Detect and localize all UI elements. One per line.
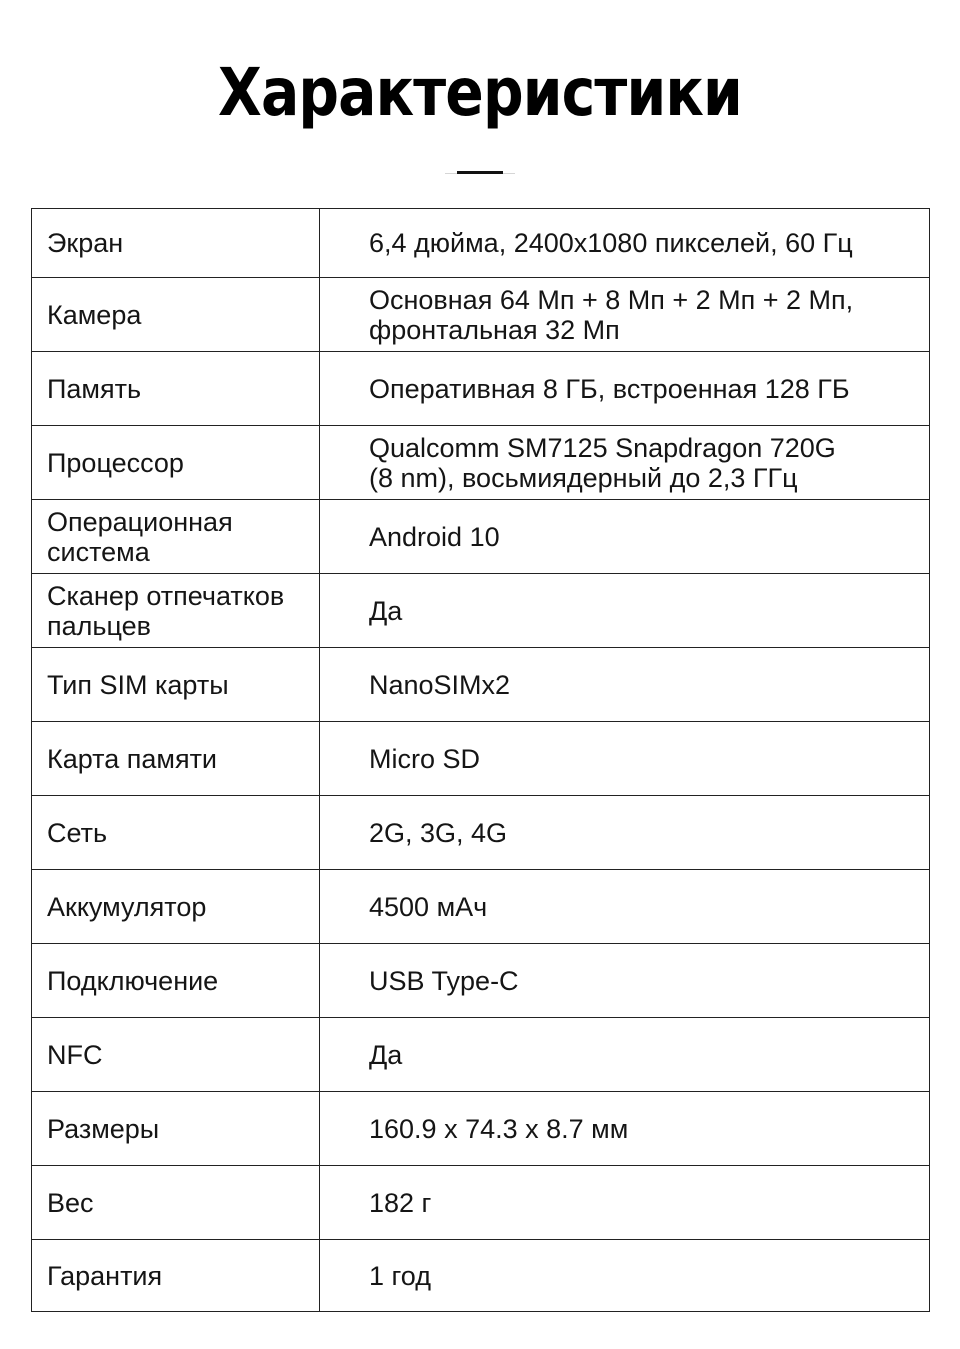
spec-label: Сканер отпечатков пальцев [32,574,320,648]
spec-row [32,944,930,1018]
spec-value: Основная 64 Мп + 8 Мп + 2 Мп + 2 Мп, фронтальная 32 Мп [320,278,930,352]
spec-row [32,1240,930,1312]
spec-value: 160.9 x 74.3 x 8.7 мм [320,1092,930,1166]
spec-row [32,722,930,796]
spec-value: 6,4 дюйма, 2400x1080 пикселей, 60 Гц [320,209,930,278]
spec-value: 2G, 3G, 4G [320,796,930,870]
spec-row [32,426,930,500]
spec-label: Сеть [32,796,320,870]
spec-row [32,1092,930,1166]
spec-row [32,574,930,648]
spec-value: 4500 мАч [320,870,930,944]
spec-row [32,796,930,870]
spec-label: Операционная система [32,500,320,574]
spec-row [32,648,930,722]
spec-value: Да [320,1018,930,1092]
spec-label: Подключение [32,944,320,1018]
spec-value: Micro SD [320,722,930,796]
spec-row [32,500,930,574]
spec-label: Вес [32,1166,320,1240]
spec-row [32,278,930,352]
title-divider-accent [457,171,503,174]
spec-value: Да [320,574,930,648]
spec-label: Процессор [32,426,320,500]
specs-table [31,208,930,1312]
spec-label: NFC [32,1018,320,1092]
spec-row [32,1018,930,1092]
spec-value: Qualcomm SM7125 Snapdragon 720G (8 nm), восьмиядерный до 2,3 ГГц [320,426,930,500]
spec-label: Камера [32,278,320,352]
spec-value: NanoSIMx2 [320,648,930,722]
spec-row [32,209,930,278]
spec-label: Экран [32,209,320,278]
spec-row [32,1166,930,1240]
spec-value: Android 10 [320,500,930,574]
spec-value: 182 г [320,1166,930,1240]
spec-label: Память [32,352,320,426]
spec-value: 1 год [320,1240,930,1312]
spec-value: USB Type-C [320,944,930,1018]
spec-row [32,870,930,944]
spec-label: Гарантия [32,1240,320,1312]
spec-label: Аккумулятор [32,870,320,944]
spec-row [32,352,930,426]
page-title: Характеристики [218,54,742,131]
spec-label: Размеры [32,1092,320,1166]
spec-label: Тип SIM карты [32,648,320,722]
spec-value: Оперативная 8 ГБ, встроенная 128 ГБ [320,352,930,426]
spec-label: Карта памяти [32,722,320,796]
